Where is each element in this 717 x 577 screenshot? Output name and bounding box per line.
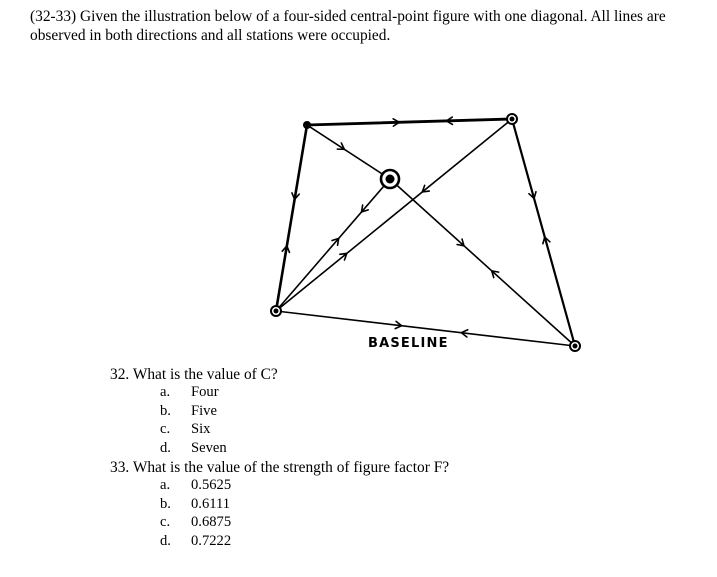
option-33-d[interactable]: d. 0.7222: [160, 532, 232, 549]
question-33-number: 33.: [110, 459, 130, 476]
question-33-text: What is the value of the strength of figure factor F?: [132, 459, 450, 476]
line-bl-center: [276, 179, 390, 311]
question-32: [110, 365, 278, 384]
question-33: [110, 458, 449, 477]
option-32-a[interactable]: a. Four: [160, 384, 219, 400]
question-32-options: [160, 383, 227, 457]
problem-intro: (32-33) Given the illustration below of a four-sided central-point figure with one diagonal. All lines are observed in both directions and all stations were occupied.: [30, 8, 666, 44]
line-tl-center: [307, 125, 390, 179]
station-bottom-left: [271, 306, 281, 316]
question-32-text: What is the value of C?: [132, 366, 278, 383]
option-33-b[interactable]: b. 0.6111: [160, 495, 231, 512]
option-32-b[interactable]: b. Five: [160, 402, 217, 419]
station-top-right: [507, 114, 517, 124]
option-33-a[interactable]: a. 0.5625: [160, 477, 232, 493]
option-32-c[interactable]: c. Six: [160, 421, 211, 437]
option-33-c[interactable]: c. 0.6875: [160, 514, 232, 530]
line-top: [307, 119, 512, 125]
question-32-number: 32.: [110, 366, 130, 383]
option-32-d[interactable]: d. Seven: [160, 439, 227, 456]
line-diagonal: [276, 119, 512, 311]
line-center-br: [390, 179, 575, 346]
station-bottom-right: [570, 341, 580, 351]
station-top-left: [303, 121, 311, 129]
station-center: [381, 170, 399, 188]
baseline-label: BASELINE: [368, 336, 449, 351]
question-33-options: [160, 476, 231, 550]
line-right: [512, 119, 575, 346]
line-left: [276, 125, 307, 311]
